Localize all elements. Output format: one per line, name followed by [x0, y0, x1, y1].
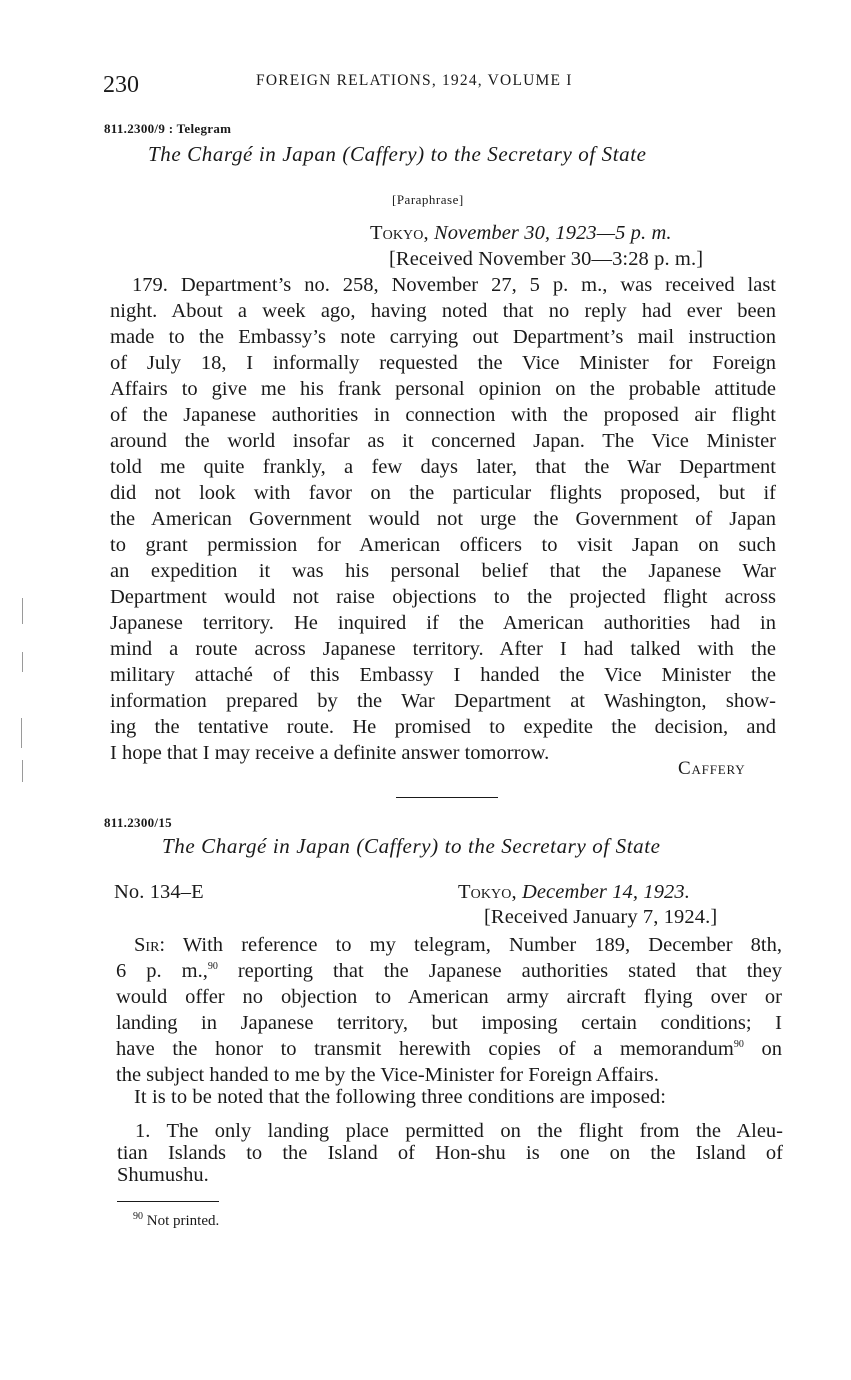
footnote-ref: 90	[733, 1039, 744, 1051]
body-line	[116, 958, 782, 984]
body-line: the American Government would not urge the Government of Japan	[110, 508, 776, 530]
margin-mark	[22, 652, 23, 672]
body-text: reporting that the Japanese authorities stated that they	[237, 960, 782, 982]
body-line: I hope that I may receive a definite answer tomorrow.	[110, 742, 550, 764]
body-line: of the Japanese authorities in connection with the proposed air flight	[110, 404, 776, 426]
body-line: landing in Japanese territory, but imposing certain conditions; I	[116, 1012, 782, 1034]
body-line: It is to be noted that the following three conditions are imposed:	[134, 1086, 667, 1108]
despatch-paragraph	[116, 932, 782, 1088]
page-number: 230	[103, 72, 139, 98]
body-text: on	[761, 1038, 783, 1060]
paraphrase-note: [Paraphrase]	[392, 192, 464, 207]
margin-mark	[21, 718, 22, 748]
document-heading: The Chargé in Japan (Caffery) to the Secretary of State	[148, 142, 647, 166]
condition-line: tian Islands to the Island of Hon-shu is one on the Island of	[117, 1142, 783, 1164]
body-line: ing the tentative route. He promised to expedite the decision, and	[110, 716, 776, 738]
signature: Caffery	[678, 758, 746, 779]
body-line: mind a route across Japanese territory. After I had talked with the	[110, 638, 776, 660]
body-line: made to the Embassy’s note carrying out Department’s mail instruction	[110, 326, 776, 348]
body-line: 179. Department’s no. 258, November 27, 5 p. m., was received last	[132, 274, 776, 296]
footnote-rule	[117, 1201, 219, 1202]
body-line: to grant permission for American officers to visit Japan on such	[110, 534, 776, 556]
body-line: an expedition it was his personal belief that the Japanese War	[110, 560, 776, 582]
dateline	[370, 222, 672, 245]
footnote-marker: 90	[133, 1211, 143, 1222]
footnote	[133, 1213, 219, 1230]
body-line: Department would not raise objections to the projected flight across	[110, 586, 776, 608]
footnote-ref: 90	[207, 961, 218, 973]
body-line	[116, 932, 782, 958]
body-line: the subject handed to me by the Vice-Minister for Foreign Affairs.	[116, 1064, 659, 1086]
place: Tokyo,	[458, 881, 517, 903]
body-line: Japanese territory. He inquired if the American authorities had in	[110, 612, 776, 634]
body-text: 6 p. m.,	[116, 960, 208, 982]
condition-item	[117, 1120, 783, 1186]
place: Tokyo,	[370, 222, 429, 244]
body-line: did not look with favor on the particular flights proposed, but if	[110, 482, 776, 504]
date: November 30, 1923—5 p. m.	[433, 222, 672, 244]
body-text: have the honor to transmit herewith copies of a memorandum	[116, 1038, 734, 1060]
dateline	[458, 881, 690, 904]
telegram-body	[110, 272, 776, 766]
body-line: information prepared by the War Department at Washington, show-	[110, 690, 776, 712]
body-line: Affairs to give me his frank personal opinion on the probable attitude	[110, 378, 776, 400]
running-title: FOREIGN RELATIONS, 1924, VOLUME I	[256, 72, 573, 89]
margin-mark	[22, 598, 23, 624]
file-number: 811.2300/9 : Telegram	[104, 121, 232, 136]
footnote-text: Not printed.	[146, 1213, 220, 1229]
condition-line: 1. The only landing place permitted on the flight from the Aleu-	[135, 1120, 783, 1142]
body-line: military attaché of this Embassy I handed the Vice Minister the	[110, 664, 776, 686]
received-line: [Received January 7, 1924.]	[484, 906, 718, 928]
margin-mark	[22, 760, 23, 782]
received-line: [Received November 30—3:28 p. m.]	[389, 248, 704, 270]
body-line: night. About a week ago, having noted that no reply had ever been	[110, 300, 776, 322]
document-heading: The Chargé in Japan (Caffery) to the Secretary of State	[162, 834, 661, 858]
despatch-number: No. 134–E	[114, 881, 204, 903]
date: December 14, 1923.	[521, 881, 690, 903]
body-line: would offer no objection to American army aircraft flying over or	[116, 986, 782, 1008]
body-line: told me quite frankly, a few days later, that the War Department	[110, 456, 776, 478]
body-text: With reference to my telegram, Number 189, December 8th,	[182, 934, 782, 956]
body-line	[116, 1036, 782, 1062]
salutation: Sir:	[134, 934, 166, 956]
section-divider	[396, 797, 498, 798]
condition-line: Shumushu.	[117, 1164, 209, 1186]
body-line: of July 18, I informally requested the Vice Minister for Foreign	[110, 352, 776, 374]
file-number: 811.2300/15	[104, 815, 172, 830]
body-line: around the world insofar as it concerned Japan. The Vice Minister	[110, 430, 776, 452]
